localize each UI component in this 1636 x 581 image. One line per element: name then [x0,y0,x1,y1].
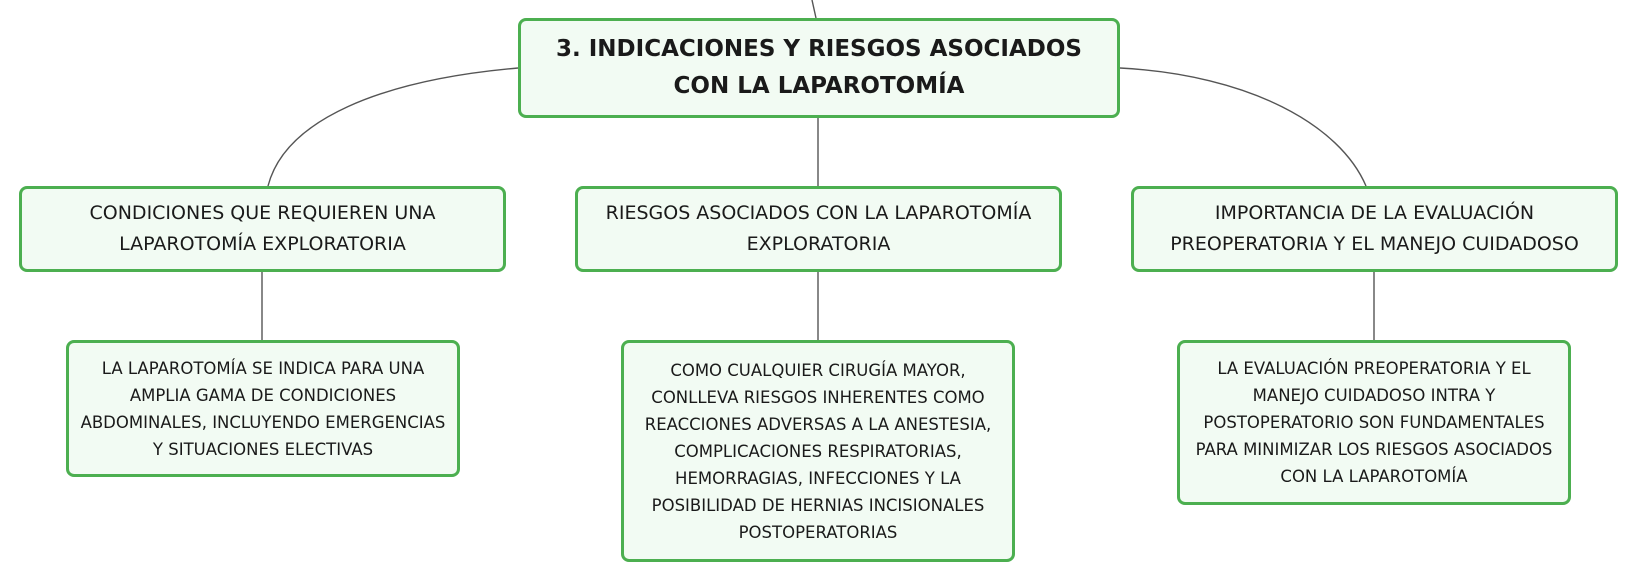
root-topic-node[interactable] [518,18,1120,118]
conditions-detail-node[interactable] [66,340,460,477]
evaluation-detail-text: LA EVALUACIÓN PREOPERATORIA Y EL MANEJO CUIDADOSO INTRA Y POSTOPERATORIO SON FUNDAMENTALES PARA MINIMIZAR LOS RIESGOS ASOCIADOS CON LA LAPAROTOMÍA [1195,359,1553,486]
conditions-detail-text: LA LAPAROTOMÍA SE INDICA PARA UNA AMPLIA GAMA DE CONDICIONES ABDOMINALES, INCLUYENDO EMERGENCIAS Y SITUACIONES ELECTIVAS [80,358,446,459]
branch-evaluation-node[interactable] [1131,186,1618,272]
root-topic-label: 3. INDICACIONES Y RIESGOS ASOCIADOS CON LA LAPAROTOMÍA [556,36,1082,99]
risks-detail-node[interactable] [621,340,1015,562]
connector-root-to-conditions [268,68,518,186]
branch-conditions-label: CONDICIONES QUE REQUIEREN UNA LAPAROTOMÍA EXPLORATORIA [89,202,436,255]
branch-evaluation-label: IMPORTANCIA DE LA EVALUACIÓN PREOPERATORIA Y EL MANEJO CUIDADOSO [1170,202,1579,255]
connector-root-to-evaluation [1120,68,1366,186]
branch-conditions-node[interactable] [19,186,506,272]
connector-parent [812,0,816,18]
risks-detail-text: COMO CUALQUIER CIRUGÍA MAYOR, CONLLEVA RIESGOS INHERENTES COMO REACCIONES ADVERSAS A LA ANESTESIA, COMPLICACIONES RESPIRATORIAS, HEMORRAGIAS, INFECCIONES Y LA POSIBILIDAD DE HERNIAS INCISIONALES POSTOPERATORIAS [644,360,992,542]
branch-risks-label: RIESGOS ASOCIADOS CON LA LAPAROTOMÍA EXPLORATORIA [605,202,1032,255]
branch-risks-node[interactable] [575,186,1062,272]
evaluation-detail-node[interactable] [1177,340,1571,505]
